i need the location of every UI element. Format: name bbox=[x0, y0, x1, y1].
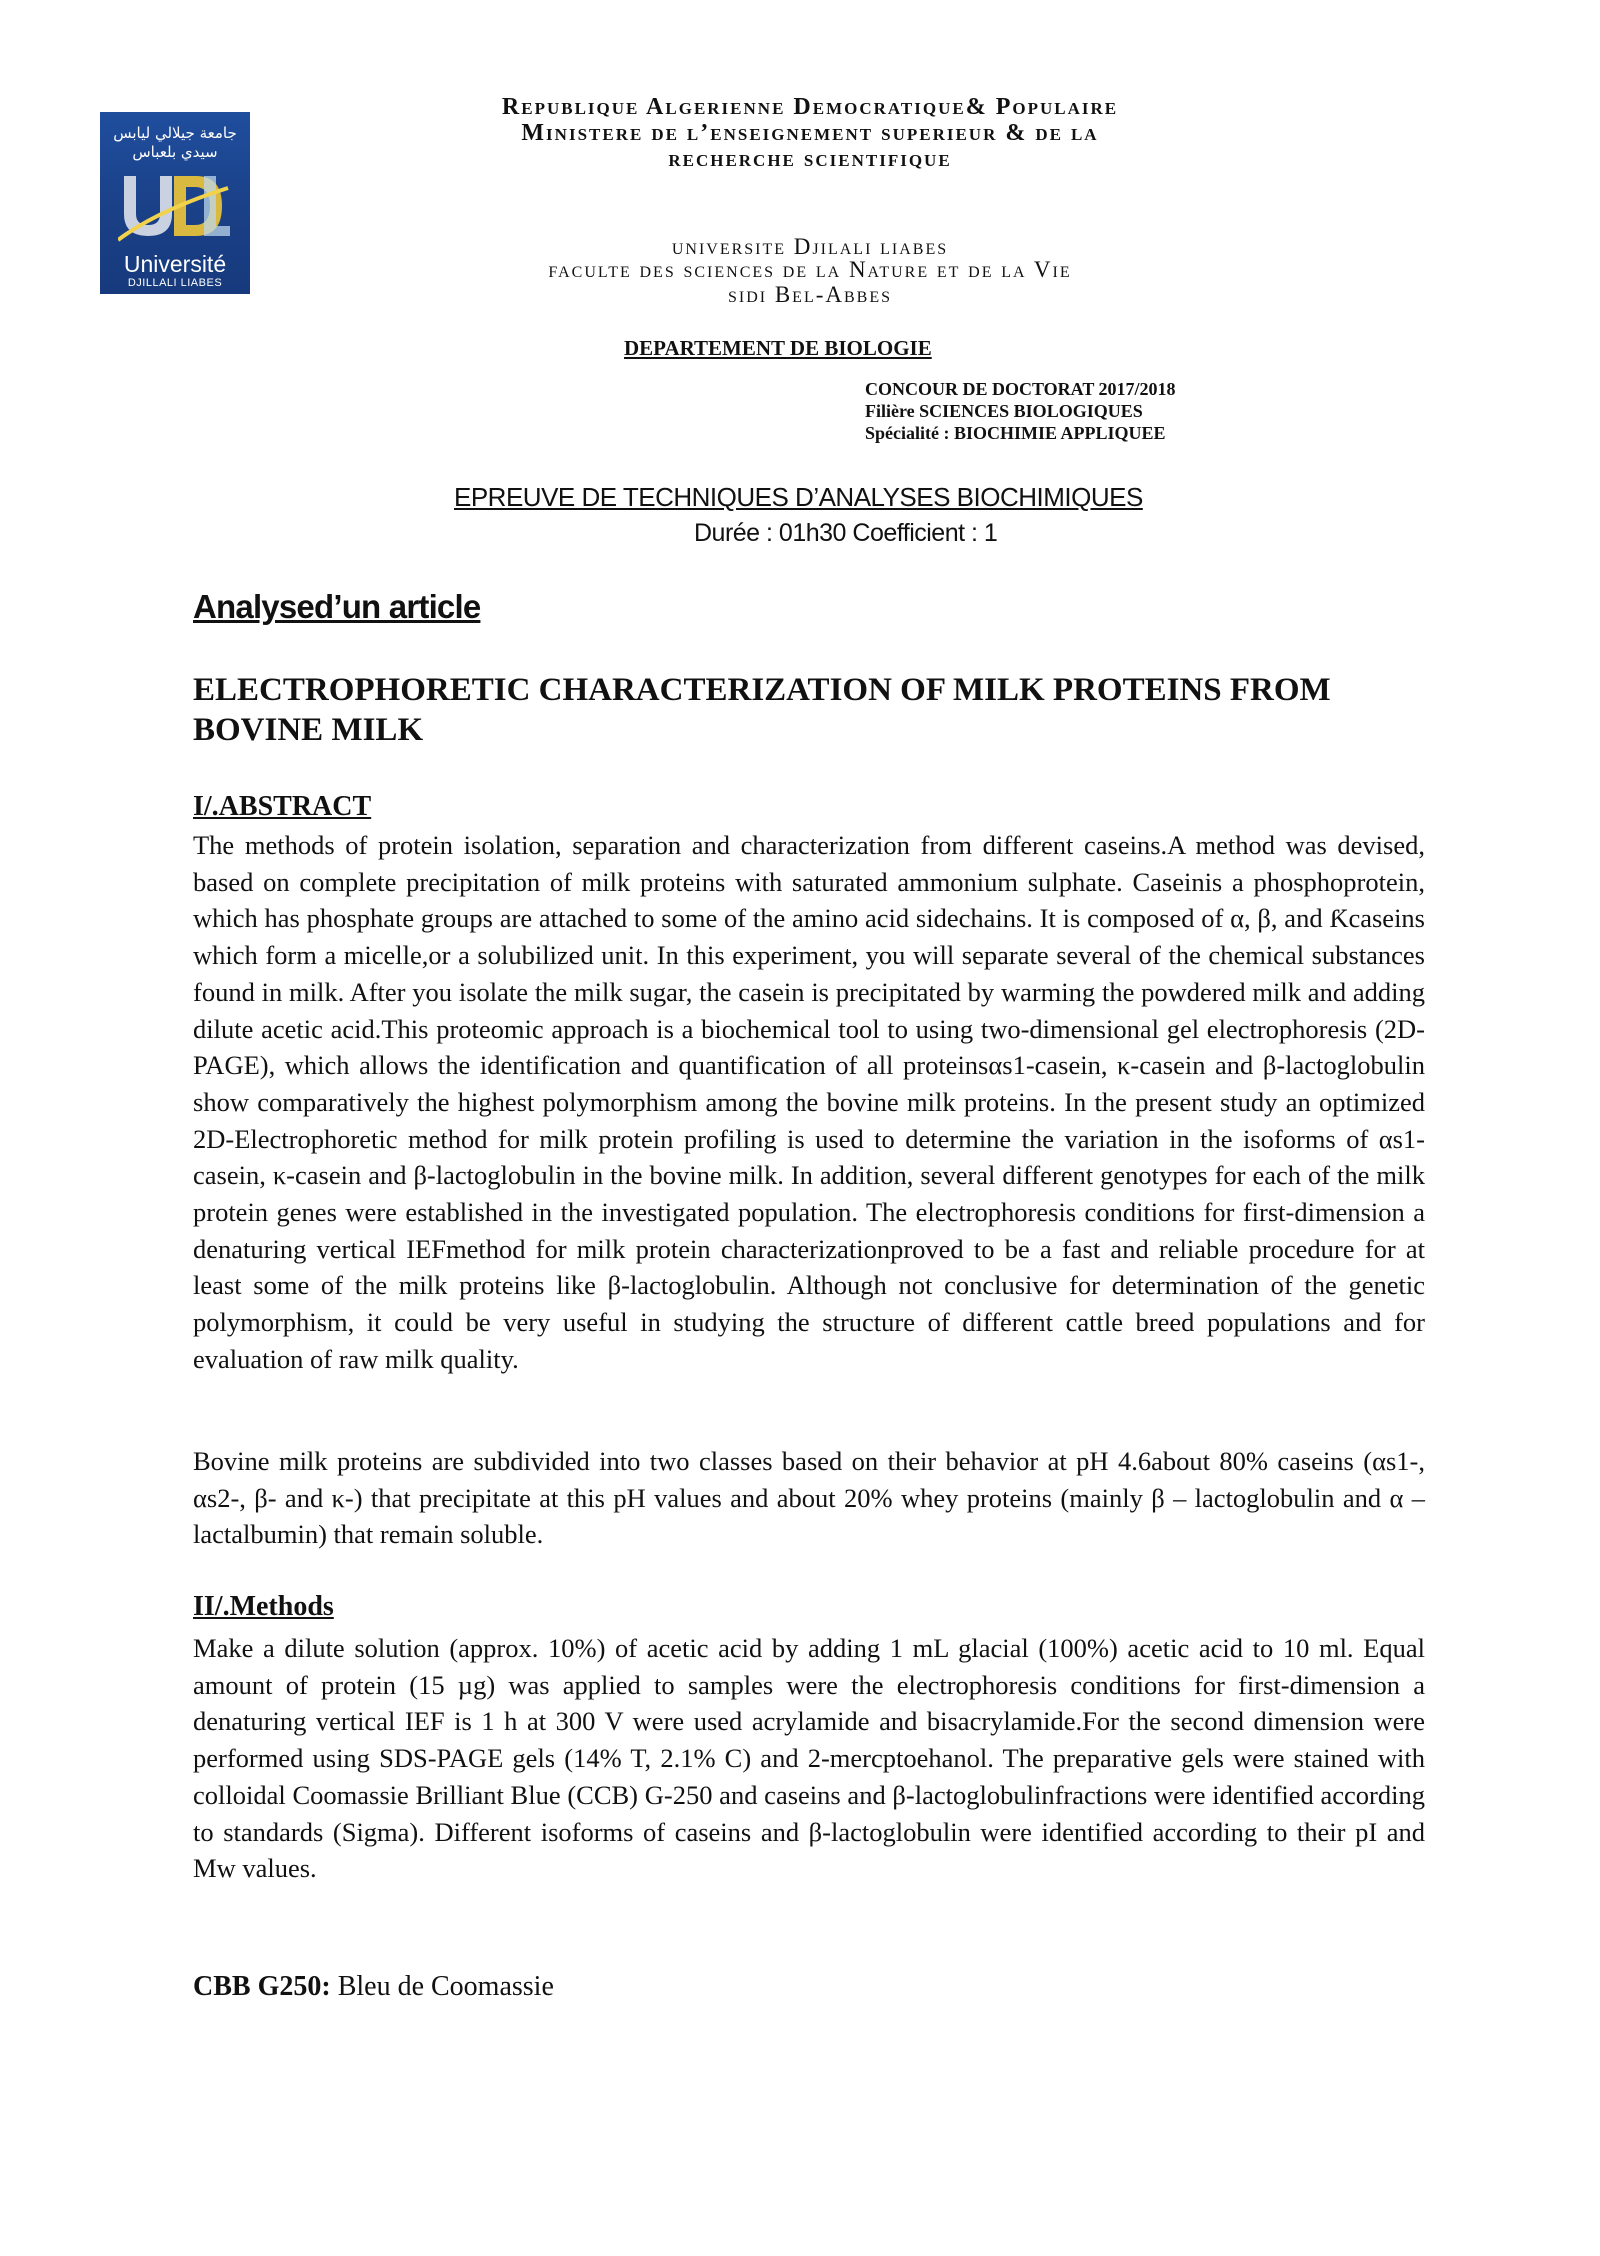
header-line-1: Republique Algerienne Democratique& Populaire bbox=[501, 94, 1119, 120]
cbb-note bbox=[193, 1971, 554, 2003]
department-title: DEPARTEMENT DE BIOLOGIE bbox=[624, 336, 932, 360]
abstract-heading: I/.ABSTRACT bbox=[193, 791, 372, 822]
exam-info bbox=[865, 378, 1176, 444]
logo-arabic-line-2: سيدي بلعباس bbox=[132, 143, 218, 161]
header-line-5: faculte des sciences de la Nature et de la Vie bbox=[548, 257, 1072, 282]
exam-info-line-1: CONCOUR DE DOCTORAT 2017/2018 bbox=[865, 379, 1176, 399]
logo-subtitle: DJILLALI LIABES bbox=[127, 277, 223, 289]
exam-info-line-2: Filière SCIENCES BIOLOGIQUES bbox=[865, 401, 1143, 421]
cbb-note-label: CBB G250: bbox=[193, 1971, 331, 2002]
header-line-3: recherche scientifique bbox=[668, 146, 952, 172]
logo-university-name: Université bbox=[123, 251, 227, 277]
abstract-paragraph-2: Bovine milk proteins are subdivided into two classes based on their behavior at pH 4.6about 80% caseins (αs1-, αs2-, β- and κ-) that precipitate at this pH values and about 20% whey proteins (mainly β – lactoglobulin and α – lactalbumin) that remain soluble. bbox=[193, 1446, 1425, 1550]
article-title: ELECTROPHORETIC CHARACTERIZATION OF MILK PROTEINS FROM BOVINE MILK bbox=[193, 672, 1331, 748]
methods-paragraph: Make a dilute solution (approx. 10%) of acetic acid by adding 1 mL glacial (100%) acetic acid to 10 ml. Equal amount of protein (15 µg) was applied to samples were the electrophoresis conditions for first-dimension a denaturing vertical IEF is 1 h at 300 V were used acrylamide and bisacrylamide.For the second dimension were performed using SDS-PAGE gels (14% T, 2.1% C) and 2-mercptoehanol. The preparative gels were stained with colloidal Coomassie Brilliant Blue (CCB) G-250 and caseins and β-lactoglobulinfractions were identified according to standards (Sigma). Different isoforms of caseins and β-lactoglobulin were identified according to their pI and Mw values. bbox=[193, 1633, 1425, 1884]
header-line-2: Ministere de l’enseignement superieur & de la bbox=[521, 120, 1099, 146]
abstract-paragraph-1: The methods of protein isolation, separation and characterization from different caseins.A method was devised, based on complete precipitation of milk proteins with saturated ammonium sulphate. Caseinis a phosphoprotein, which has phosphate groups are attached to some of the amino acid sidechains. It is composed of α, β, and Ƙcaseins which form a micelle,or a solubilized unit. In this experiment, you will separate several of the chemical substances found in milk. After you isolate the milk sugar, the casein is precipitated by warming the powdered milk and adding dilute acetic acid.This proteomic approach is a biochemical tool to using two-dimensional gel electrophoresis (2D-PAGE), which allows the identification and quantification of all proteinsαs1-casein, κ-casein and β-lactoglobulin show comparatively the highest polymorphism among the bovine milk proteins. In the present study an optimized 2D-Electrophoretic method for milk protein profiling is used to determine the variation in the isoforms of αs1-casein, κ-casein and β-lactoglobulin in the bovine milk. In addition, several different genotypes for each of the milk protein genes were established in the investigated population. The electrophoresis conditions for first-dimension a denaturing vertical IEFmethod for milk protein characterizationproved to be a fast and reliable procedure for at least some of the milk proteins like β-lactoglobulin. Although not conclusive for determination of the genetic polymorphism, it could be very useful in studying the structure of different cattle breed populations and for evaluation of raw milk quality. bbox=[193, 830, 1425, 1374]
udl-mark-icon bbox=[118, 170, 232, 244]
exam-info-line-3: Spécialité : BIOCHIMIE APPLIQUEE bbox=[865, 423, 1166, 443]
header-line-6: sidi Bel-Abbes bbox=[727, 282, 893, 307]
exam-duration: Durée : 01h30 Coefficient : 1 bbox=[694, 519, 998, 547]
university-logo bbox=[100, 112, 250, 294]
cbb-note-text: Bleu de Coomassie bbox=[337, 1971, 554, 2002]
section-heading-analyse: Analysed’un article bbox=[193, 588, 481, 625]
header-line-4: universite Djilali liabes bbox=[671, 234, 949, 259]
methods-heading: II/.Methods bbox=[193, 1591, 334, 1622]
logo-arabic-text bbox=[100, 124, 250, 162]
exam-title: EPREUVE DE TECHNIQUES D’ANALYSES BIOCHIMIQUES bbox=[454, 482, 1143, 512]
logo-arabic-line-1: جامعة جيلالي ليابس bbox=[113, 124, 237, 142]
